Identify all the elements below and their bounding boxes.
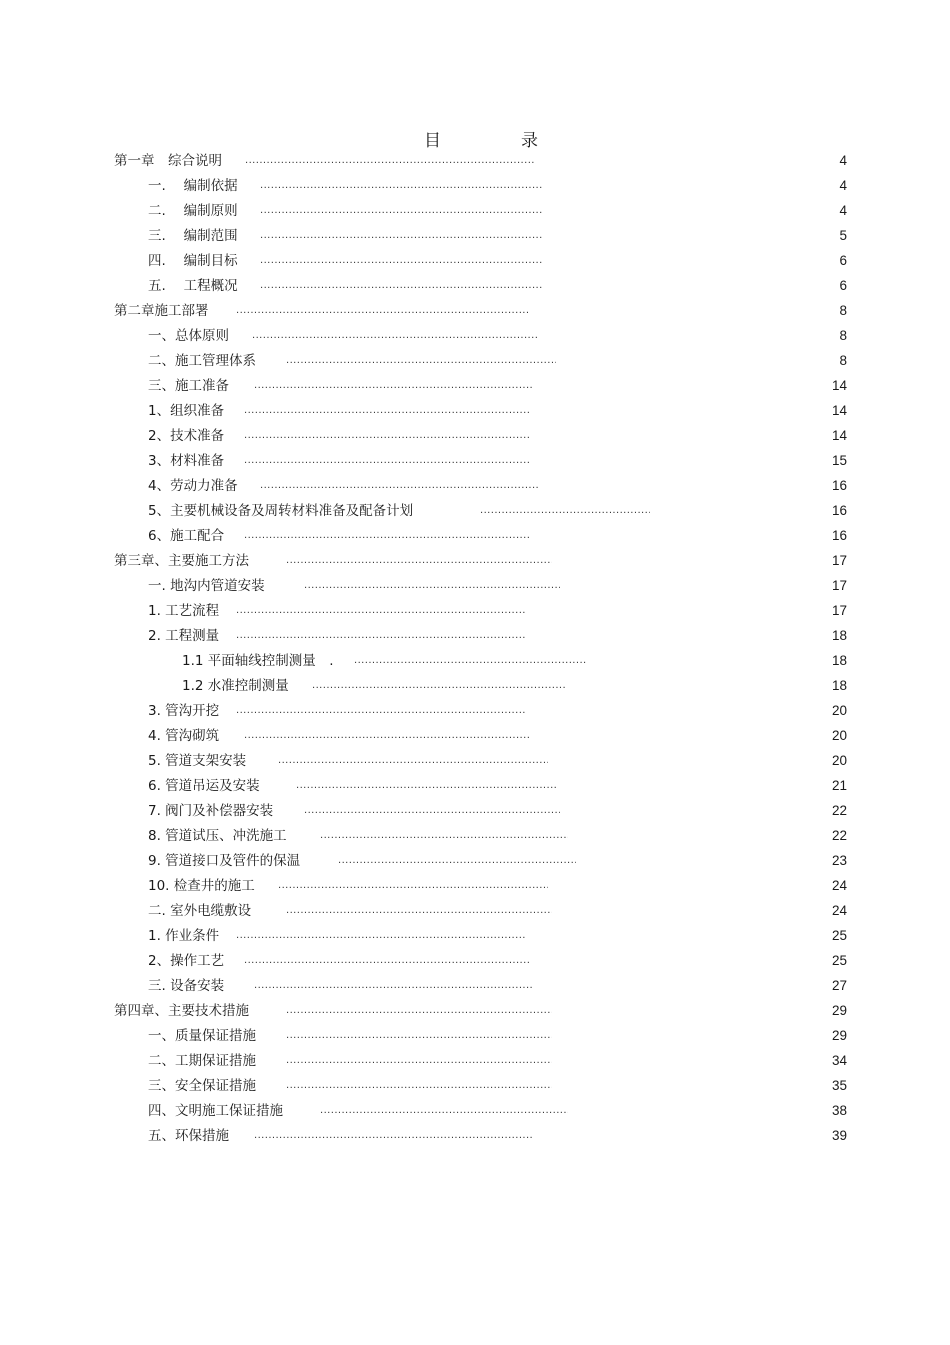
toc-entry-label: 6、施工配合 [148, 528, 225, 544]
toc-leader-dots [304, 578, 560, 594]
toc-leader-dots [252, 328, 538, 344]
toc-entry-label: 三、安全保证措施 [148, 1078, 256, 1094]
toc-entry-label: 1.2 水准控制测量 [182, 678, 289, 694]
toc-entry-label: 五. 工程概况 [148, 278, 238, 294]
toc-entry-label: 三. 编制范围 [148, 228, 238, 244]
toc-entry[interactable] [0, 775, 950, 795]
toc-entry-page: 14 [831, 403, 847, 418]
toc-leader-dots [286, 903, 552, 919]
toc-leader-dots [312, 678, 566, 694]
toc-entry[interactable] [0, 825, 950, 845]
toc-entry[interactable] [0, 925, 950, 945]
toc-entry-page: 17 [831, 603, 847, 618]
toc-entry-page: 14 [831, 428, 847, 443]
toc-leader-dots [480, 503, 650, 519]
toc-leader-dots [260, 253, 542, 269]
toc-entry-page: 15 [831, 453, 847, 468]
toc-entry-label: 2、操作工艺 [148, 953, 225, 969]
toc-entry-label: 第四章、主要技术措施 [114, 1003, 249, 1019]
toc-entry[interactable] [0, 1050, 950, 1070]
toc-entry-label: 二、施工管理体系 [148, 353, 256, 369]
toc-leader-dots [244, 403, 530, 419]
toc-entry-label: 10. 检查井的施工 [148, 878, 255, 894]
toc-leader-dots [244, 728, 530, 744]
toc-entry-page: 39 [831, 1128, 847, 1143]
toc-leader-dots [286, 1078, 552, 1094]
toc-entry[interactable] [0, 1100, 950, 1120]
toc-entry-page: 16 [831, 528, 847, 543]
toc-entry[interactable] [0, 325, 950, 345]
toc-entry-page: 8 [839, 328, 847, 343]
toc-leader-dots [354, 653, 586, 669]
toc-entry[interactable] [0, 700, 950, 720]
toc-entry[interactable] [0, 475, 950, 495]
toc-leader-dots [236, 303, 530, 319]
toc-entry-page: 4 [839, 178, 847, 193]
toc-entry-label: 第三章、主要施工方法 [114, 553, 249, 569]
toc-entry[interactable] [0, 950, 950, 970]
toc-entry-page: 6 [839, 278, 847, 293]
toc-entry-label: 一、质量保证措施 [148, 1028, 256, 1044]
toc-leader-dots [260, 203, 542, 219]
toc-entry[interactable] [0, 1000, 950, 1020]
toc-entry-label: 1、组织准备 [148, 403, 225, 419]
toc-leader-dots [286, 553, 552, 569]
toc-entry-page: 17 [831, 578, 847, 593]
toc-entry-page: 18 [831, 653, 847, 668]
toc-entry-label: 二、工期保证措施 [148, 1053, 256, 1069]
toc-entry-label: 三. 设备安装 [148, 978, 225, 994]
toc-entry[interactable] [0, 175, 950, 195]
toc-leader-dots [278, 878, 548, 894]
toc-entry-label: 五、环保措施 [148, 1128, 229, 1144]
toc-title-char-1: 目 [424, 131, 441, 151]
toc-leader-dots [254, 978, 534, 994]
toc-leader-dots [286, 1003, 552, 1019]
toc-entry-page: 4 [839, 203, 847, 218]
toc-leader-dots [254, 1128, 534, 1144]
toc-entry-page: 17 [831, 553, 847, 568]
toc-entry-page: 22 [831, 828, 847, 843]
toc-entry[interactable] [0, 525, 950, 545]
toc-entry[interactable] [0, 275, 950, 295]
toc-leader-dots [260, 178, 542, 194]
toc-entry-label: 第一章 综合说明 [114, 153, 222, 169]
toc-entry-label: 一. 地沟内管道安装 [148, 578, 265, 594]
toc-entry[interactable] [0, 300, 950, 320]
toc-entry-label: 3、材料准备 [148, 453, 225, 469]
toc-entry[interactable] [0, 875, 950, 895]
toc-entry-label: 8. 管道试压、冲洗施工 [148, 828, 287, 844]
toc-leader-dots [338, 853, 576, 869]
toc-entry-page: 16 [831, 503, 847, 518]
toc-entry[interactable] [0, 1075, 950, 1095]
toc-leader-dots [286, 1053, 552, 1069]
toc-entry-page: 29 [831, 1028, 847, 1043]
toc-entry-label: 三、施工准备 [148, 378, 229, 394]
toc-entry[interactable] [0, 900, 950, 920]
toc-entry-page: 25 [831, 928, 847, 943]
toc-entry[interactable] [0, 850, 950, 870]
toc-entry[interactable] [0, 375, 950, 395]
toc-entry-page: 27 [831, 978, 847, 993]
toc-entry-page: 24 [831, 903, 847, 918]
toc-entry-label: 4、劳动力准备 [148, 478, 238, 494]
toc-leader-dots [304, 803, 560, 819]
toc-leader-dots [236, 603, 526, 619]
toc-leader-dots [296, 778, 556, 794]
toc-entry-page: 8 [839, 353, 847, 368]
toc-entry-page: 6 [839, 253, 847, 268]
toc-entry-page: 5 [839, 228, 847, 243]
toc-entry-label: 2、技术准备 [148, 428, 225, 444]
toc-entry[interactable] [0, 750, 950, 770]
toc-entry[interactable] [0, 675, 950, 695]
toc-entry[interactable] [0, 1125, 950, 1145]
toc-entry[interactable] [0, 600, 950, 620]
toc-entry-label: 5. 管道支架安装 [148, 753, 247, 769]
toc-leader-dots [286, 353, 556, 369]
toc-entry-label: 1.1 平面轴线控制测量 . [182, 653, 334, 669]
toc-leader-dots [236, 628, 526, 644]
toc-entry-page: 16 [831, 478, 847, 493]
toc-entry-label: 7. 阀门及补偿器安装 [148, 803, 274, 819]
toc-leader-dots [244, 528, 530, 544]
toc-entry[interactable] [0, 625, 950, 645]
toc-leader-dots [260, 228, 542, 244]
toc-leader-dots [236, 703, 526, 719]
toc-entry-page: 8 [839, 303, 847, 318]
toc-entry[interactable] [0, 450, 950, 470]
toc-entry-page: 22 [831, 803, 847, 818]
toc-leader-dots [244, 428, 530, 444]
toc-leader-dots [260, 278, 542, 294]
toc-entry-label: 二. 编制原则 [148, 203, 238, 219]
toc-entry[interactable] [0, 800, 950, 820]
toc-entry-page: 23 [831, 853, 847, 868]
toc-entry[interactable] [0, 250, 950, 270]
toc-title-char-2: 录 [521, 131, 538, 151]
toc-entry[interactable] [0, 725, 950, 745]
toc-entry-page: 18 [831, 628, 847, 643]
toc-entry-page: 25 [831, 953, 847, 968]
toc-entry[interactable] [0, 500, 950, 520]
toc-leader-dots [254, 378, 534, 394]
toc-entry[interactable] [0, 400, 950, 420]
toc-entry-label: 一. 编制依据 [148, 178, 238, 194]
toc-entry-page: 38 [831, 1103, 847, 1118]
toc-entry-label: 3. 管沟开挖 [148, 703, 220, 719]
toc-entry[interactable] [0, 150, 950, 170]
toc-entry-label: 1. 作业条件 [148, 928, 220, 944]
toc-entry-label: 2. 工程测量 [148, 628, 220, 644]
toc-entry[interactable] [0, 650, 950, 670]
toc-entry[interactable] [0, 1025, 950, 1045]
toc-entry-page: 35 [831, 1078, 847, 1093]
toc-entry-page: 14 [831, 378, 847, 393]
toc-leader-dots [286, 1028, 552, 1044]
toc-entry-page: 18 [831, 678, 847, 693]
toc-leader-dots [320, 828, 568, 844]
toc-entry-label: 四. 编制目标 [148, 253, 238, 269]
toc-entry-label: 1. 工艺流程 [148, 603, 220, 619]
toc-entry-page: 21 [831, 778, 847, 793]
toc-entry[interactable] [0, 350, 950, 370]
toc-entry-label: 6. 管道吊运及安装 [148, 778, 260, 794]
toc-entry[interactable] [0, 975, 950, 995]
toc-leader-dots [236, 928, 526, 944]
toc-entry[interactable] [0, 225, 950, 245]
toc-entry-page: 24 [831, 878, 847, 893]
toc-entry-label: 4. 管沟砌筑 [148, 728, 220, 744]
toc-entry-page: 20 [831, 728, 847, 743]
toc-leader-dots [320, 1103, 568, 1119]
toc-entry-page: 20 [831, 703, 847, 718]
toc-entry[interactable] [0, 425, 950, 445]
toc-title [0, 126, 950, 152]
toc-entry-label: 9. 管道接口及管件的保温 [148, 853, 301, 869]
toc-entry-page: 29 [831, 1003, 847, 1018]
toc-entry-page: 34 [831, 1053, 847, 1068]
toc-entry-label: 第二章施工部署 [114, 303, 209, 319]
toc-leader-dots [244, 953, 530, 969]
toc-entry-page: 20 [831, 753, 847, 768]
toc-entry-label: 一、总体原则 [148, 328, 229, 344]
toc-leader-dots [278, 753, 548, 769]
toc-leader-dots [244, 453, 530, 469]
toc-entry[interactable] [0, 200, 950, 220]
toc-entry[interactable] [0, 550, 950, 570]
toc-entry[interactable] [0, 575, 950, 595]
toc-entry-label: 四、文明施工保证措施 [148, 1103, 283, 1119]
toc-leader-dots [245, 153, 534, 169]
toc-leader-dots [260, 478, 538, 494]
toc-entry-page: 4 [839, 153, 847, 168]
toc-entry-label: 二. 室外电缆敷设 [148, 903, 252, 919]
toc-entry-label: 5、主要机械设备及周转材料准备及配备计划 [148, 503, 414, 519]
